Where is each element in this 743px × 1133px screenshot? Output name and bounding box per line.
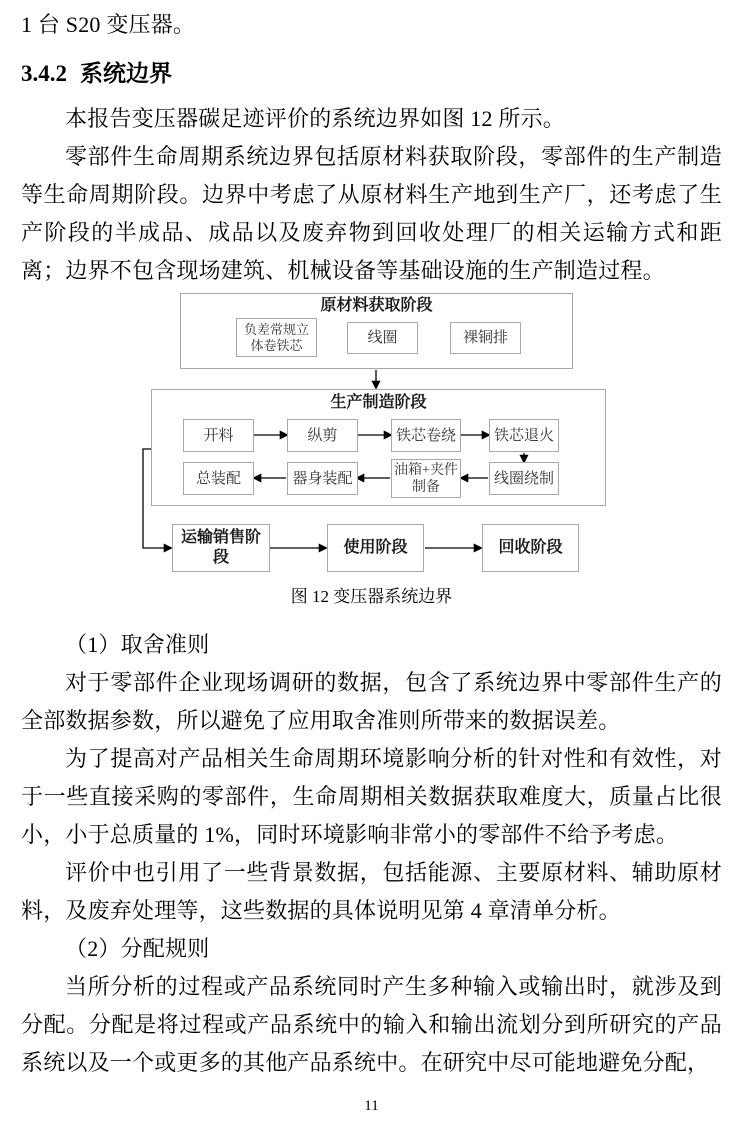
node-material-cutting: 开料 [183, 419, 254, 452]
node-core-winding: 铁芯卷绕 [391, 419, 461, 452]
node-body-assembly: 器身装配 [287, 462, 358, 495]
node-slitting: 纵剪 [287, 419, 358, 452]
paragraph-item1-heading: （1）取舍准则 [65, 632, 210, 657]
figure-system-boundary [0, 290, 743, 610]
section-heading [21, 58, 722, 90]
section-number: 3.4.2 [21, 61, 67, 86]
paragraph-relevance: 为了提高对产品相关生命周期环境影响分析的针对性和有效性，对于一些直接采购的零部件，生命周期相关数据获取难度大，质量占比很小，小于总质量的 1%，同时环境影响非常小的零部件不给予考虑。 [21, 746, 722, 847]
node-tank-clamp-prep: 油箱+夹件制备 [391, 459, 461, 498]
stage-raw-material-title: 原材料获取阶段 [320, 297, 433, 314]
section-title: 系统边界 [80, 61, 172, 86]
paragraph-intro: 本报告变压器碳足迹评价的系统边界如图 12 所示。 [65, 106, 566, 131]
stage-use: 使用阶段 [327, 524, 424, 572]
page-number: 11 [364, 1098, 379, 1114]
node-coil-winding: 线圈绕制 [489, 462, 559, 495]
paragraph-boundary: 零部件生命周期系统边界包括原材料获取阶段，零部件的生产制造等生命周期阶段。边界中考虑了从原材料生产地到生产厂，还考虑了生产阶段的半成品、成品以及废弃物到回收处理厂的相关运输方式和距离；边界不包含现场建筑、机械设备等基础设施的生产制造过程。 [21, 144, 722, 283]
section-rules [21, 626, 722, 1082]
figure-caption: 图 12 变压器系统边界 [290, 587, 453, 606]
stage-transport-sales: 运输销售阶段 [172, 524, 270, 572]
stage-recycling: 回收阶段 [482, 524, 579, 572]
node-core-annealing: 铁芯退火 [489, 419, 559, 452]
paragraph-background: 评价中也引用了一些背景数据，包括能源、主要原材料、辅助原材料，及废弃处理等，这些数据的具体说明见第 4 章清单分析。 [21, 860, 722, 923]
paragraph-cutoff: 对于零部件企业现场调研的数据，包含了系统边界中零部件生产的全部数据参数，所以避免了应用取舍准则所带来的数据误差。 [21, 670, 722, 733]
node-final-assembly: 总装配 [183, 462, 254, 495]
node-raw-coil: 线圈 [347, 322, 418, 354]
paragraph-allocation: 当所分析的过程或产品系统同时产生多种输入或输出时，就涉及到分配。分配是将过程或产品系统中的输入和输出流划分到所研究的产品系统以及一个或更多的其他产品系统中。在研究中尽可能地避免分配， [21, 974, 722, 1075]
node-raw-core: 负差常规立体卷铁芯 [236, 318, 317, 357]
paragraph-item2-heading: （2）分配规则 [65, 936, 210, 961]
node-raw-copper-bar: 裸铜排 [450, 322, 521, 354]
stage-manufacturing-title: 生产制造阶段 [330, 394, 427, 411]
paragraph-opening: 1 台 S20 变压器。 [21, 12, 196, 37]
